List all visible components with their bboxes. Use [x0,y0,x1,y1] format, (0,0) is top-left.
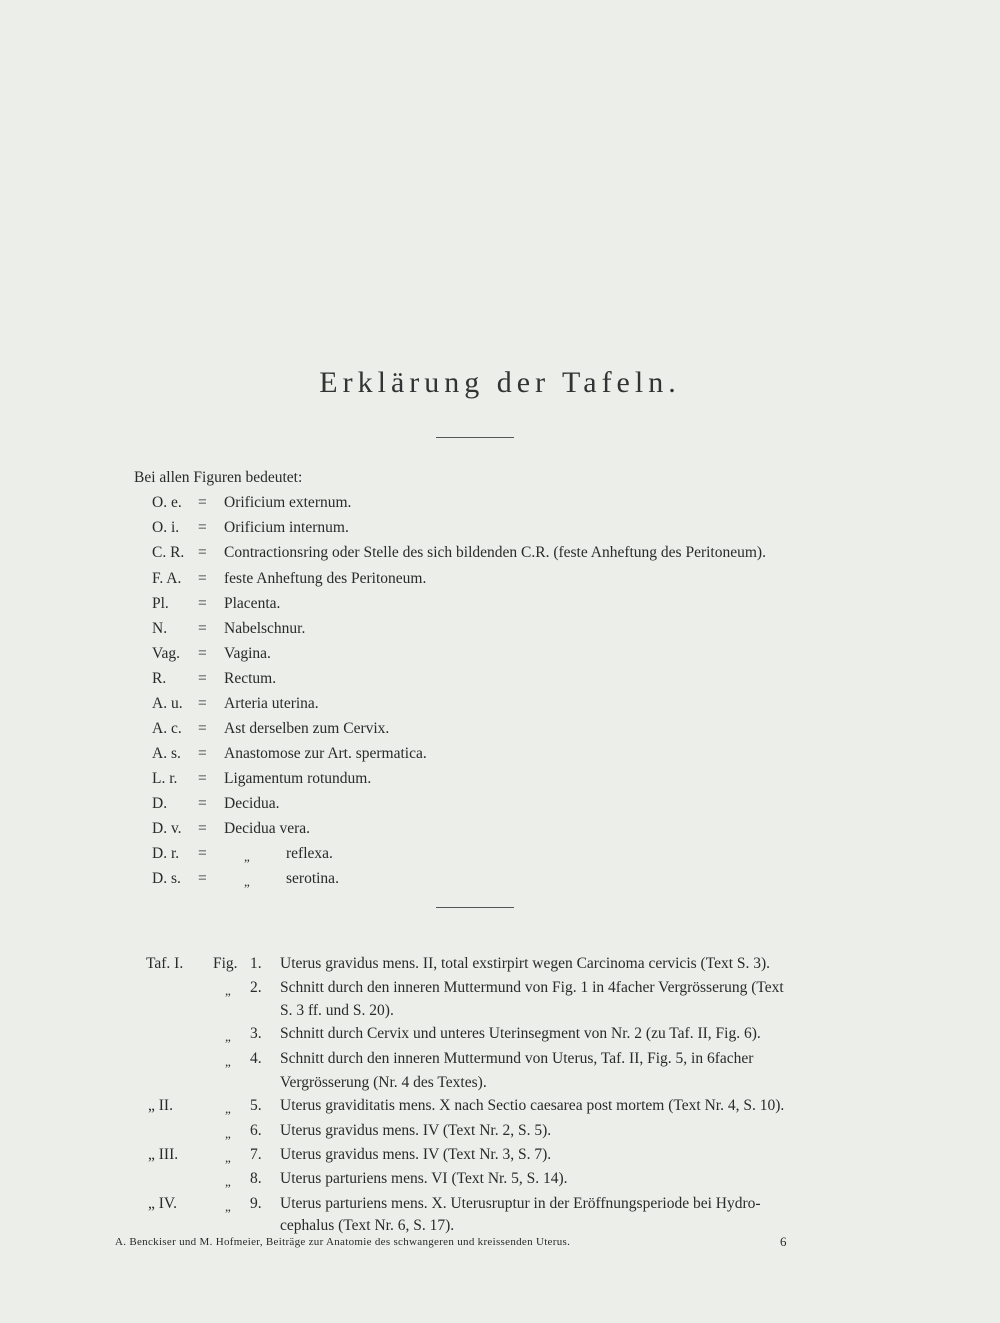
abbreviation-key: D. [152,795,168,812]
abbreviation-key: D. r. [152,845,180,862]
figure-number: 1. [250,955,262,972]
equals-sign: = [198,645,207,662]
abbreviation-meaning: serotina. [286,870,339,887]
figure-description: Uterus parturiens mens. VI (Text Nr. 5, S. 14). [280,1170,568,1187]
ditto-mark: „ [244,874,250,889]
ditto-mark: „ [225,1101,231,1116]
abbreviation-key: D. s. [152,870,181,887]
ditto-mark: „ [225,1199,231,1214]
equals-sign: = [198,720,207,737]
intro-text: Bei allen Figuren bedeutet: [134,469,303,486]
figure-description-continuation: Vergrösserung (Nr. 4 des Textes). [280,1074,487,1091]
abbreviation-key: O. i. [152,519,180,536]
abbreviation-meaning: feste Anheftung des Peritoneum. [224,570,427,587]
ditto-mark: „ [225,1126,231,1141]
figure-number: 7. [250,1146,262,1163]
equals-sign: = [198,845,207,862]
equals-sign: = [198,494,207,511]
footer-citation: A. Benckiser und M. Hofmeier, Beiträge zur Anatomie des schwangeren und kreissenden Uterus. [115,1236,571,1248]
equals-sign: = [198,519,207,536]
figure-number: 3. [250,1025,262,1042]
figure-number: 4. [250,1050,262,1067]
ditto-mark: „ [244,849,250,864]
figure-description: Schnitt durch den inneren Muttermund von Fig. 1 in 4facher Vergrösserung (Text [280,979,784,996]
abbreviation-meaning: Decidua. [224,795,280,812]
figure-description-continuation: S. 3 ff. und S. 20). [280,1002,394,1019]
abbreviation-key: F. A. [152,570,182,587]
abbreviation-key: A. u. [152,695,183,712]
divider-middle [436,907,514,908]
divider-top [436,437,514,438]
abbreviation-key: A. c. [152,720,182,737]
abbreviation-key: C. R. [152,544,185,561]
plate-label: „ IV. [148,1195,177,1212]
abbreviation-meaning: Contractionsring oder Stelle des sich bildenden C.R. (feste Anheftung des Peritoneum). [224,544,766,561]
abbreviation-meaning: reflexa. [286,845,333,862]
abbreviation-meaning: Vagina. [224,645,271,662]
ditto-mark: „ [225,1029,231,1044]
ditto-mark: „ [225,1150,231,1165]
abbreviation-meaning: Rectum. [224,670,277,687]
figure-description: Uterus gravidus mens. IV (Text Nr. 3, S. 7). [280,1146,552,1163]
ditto-mark: „ [225,1174,231,1189]
equals-sign: = [198,620,207,637]
equals-sign: = [198,570,207,587]
page-title: Erklärung der Tafeln. [319,366,681,399]
abbreviation-meaning: Decidua vera. [224,820,311,837]
plate-label: Taf. I. [146,955,184,972]
figure-description: Uterus gravidus mens. II, total exstirpirt wegen Carcinoma cervicis (Text S. 3). [280,955,771,972]
abbreviation-key: Vag. [152,645,180,662]
abbreviation-key: Pl. [152,595,169,612]
equals-sign: = [198,745,207,762]
equals-sign: = [198,595,207,612]
figure-number: 8. [250,1170,262,1187]
figure-number: 9. [250,1195,262,1212]
abbreviation-meaning: Orificium externum. [224,494,352,511]
figure-number: 5. [250,1097,262,1114]
figure-number: 2. [250,979,262,996]
figure-number: 6. [250,1122,262,1139]
abbreviation-meaning: Nabelschnur. [224,620,306,637]
equals-sign: = [198,820,207,837]
abbreviation-meaning: Arteria uterina. [224,695,319,712]
equals-sign: = [198,870,207,887]
plate-label: „ II. [148,1097,173,1114]
equals-sign: = [198,795,207,812]
equals-sign: = [198,695,207,712]
abbreviation-meaning: Orificium internum. [224,519,349,536]
figure-description: Uterus graviditatis mens. X nach Sectio caesarea post mortem (Text Nr. 4, S. 10). [280,1097,785,1114]
abbreviation-key: D. v. [152,820,182,837]
abbreviation-meaning: Placenta. [224,595,281,612]
equals-sign: = [198,544,207,561]
plate-label: „ III. [148,1146,179,1163]
figure-description: Uterus gravidus mens. IV (Text Nr. 2, S. 5). [280,1122,552,1139]
figure-description-continuation: cephalus (Text Nr. 6, S. 17). [280,1217,455,1234]
abbreviation-key: A. s. [152,745,181,762]
abbreviation-key: R. [152,670,167,687]
abbreviation-meaning: Anastomose zur Art. spermatica. [224,745,427,762]
abbreviation-key: O. e. [152,494,182,511]
figure-label: Fig. [213,955,238,972]
abbreviation-meaning: Ast derselben zum Cervix. [224,720,390,737]
abbreviation-meaning: Ligamentum rotundum. [224,770,372,787]
ditto-mark: „ [225,983,231,998]
page-number: 6 [780,1234,787,1249]
abbreviation-key: L. r. [152,770,178,787]
equals-sign: = [198,770,207,787]
equals-sign: = [198,670,207,687]
figure-description: Schnitt durch Cervix und unteres Uterinsegment von Nr. 2 (zu Taf. II, Fig. 6). [280,1025,761,1042]
figure-description: Uterus parturiens mens. X. Uterusruptur in der Eröffnungsperiode bei Hydro- [280,1195,761,1212]
figure-description: Schnitt durch den inneren Muttermund von Uterus, Taf. II, Fig. 5, in 6facher [280,1050,754,1067]
ditto-mark: „ [225,1054,231,1069]
abbreviation-key: N. [152,620,168,637]
